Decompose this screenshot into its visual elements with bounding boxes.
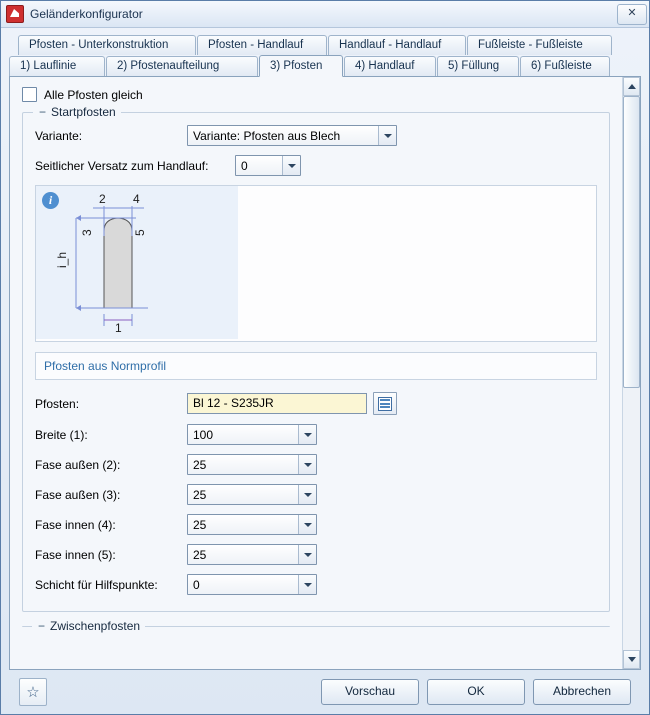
tab-fussleiste-fussleiste[interactable]: Fußleiste - Fußleiste bbox=[467, 35, 612, 55]
variant-label: Variante: bbox=[35, 128, 83, 143]
norm-profile-linkbox[interactable] bbox=[35, 352, 597, 380]
fase-innen-4-combo[interactable] bbox=[187, 514, 317, 535]
preview-button[interactable]: Vorschau bbox=[321, 679, 419, 705]
pfosten-label: Pfosten: bbox=[35, 396, 80, 411]
star-icon: ☆ bbox=[26, 683, 40, 701]
startpfosten-group-title[interactable] bbox=[33, 105, 121, 119]
fase-aussen-2-label: Fase außen (2): bbox=[35, 457, 121, 472]
scrollbar-thumb[interactable] bbox=[623, 96, 640, 388]
chevron-down-icon[interactable] bbox=[298, 545, 316, 564]
tab-fuellung[interactable]: 5) Füllung bbox=[437, 56, 519, 76]
pfosten-input[interactable]: Bl 12 - S235JR bbox=[187, 393, 367, 414]
all-posts-equal-checkbox[interactable] bbox=[22, 87, 37, 102]
pfosten-row bbox=[35, 392, 597, 415]
chevron-down-icon[interactable] bbox=[282, 156, 300, 175]
norm-profile-link[interactable]: Pfosten aus Normprofil bbox=[44, 359, 167, 373]
tab-fussleiste[interactable]: 6) Fußleiste bbox=[520, 56, 610, 76]
variant-combo[interactable] bbox=[187, 125, 397, 146]
svg-text:2: 2 bbox=[99, 192, 106, 206]
fase-aussen-3-value: 25 bbox=[193, 487, 207, 502]
chevron-down-icon[interactable] bbox=[298, 455, 316, 474]
schicht-hilfspunkte-value: 0 bbox=[193, 577, 200, 592]
window-title: Geländerkonfigurator bbox=[30, 7, 143, 21]
scroll-down-button[interactable] bbox=[623, 650, 640, 669]
fase-aussen-3-combo[interactable] bbox=[187, 484, 317, 505]
chevron-down-icon[interactable] bbox=[298, 515, 316, 534]
all-posts-equal-label: Alle Pfosten gleich bbox=[44, 87, 143, 102]
tab-handlauf-handlauf[interactable]: Handlauf - Handlauf bbox=[328, 35, 466, 55]
collapse-icon[interactable]: − bbox=[38, 105, 46, 119]
tab-pfosten-unterkonstruktion[interactable]: Pfosten - Unterkonstruktion bbox=[18, 35, 196, 55]
pfosten-panel bbox=[9, 76, 641, 670]
info-icon[interactable]: i bbox=[42, 192, 59, 209]
app-icon bbox=[6, 5, 24, 23]
svg-text:4: 4 bbox=[133, 192, 140, 206]
fase-innen-4-value: 25 bbox=[193, 517, 207, 532]
breite-label: Breite (1): bbox=[35, 427, 88, 442]
svg-text:3: 3 bbox=[80, 229, 94, 236]
dialog-content bbox=[1, 28, 649, 714]
triangle-up-icon bbox=[628, 84, 636, 89]
scroll-up-button[interactable] bbox=[623, 77, 640, 96]
startpfosten-group bbox=[22, 105, 610, 612]
fase-aussen-3-row bbox=[35, 484, 597, 505]
title-bar bbox=[1, 1, 649, 28]
post-profile-preview bbox=[35, 185, 597, 342]
svg-text:5: 5 bbox=[133, 229, 147, 236]
tab-pfosten-handlauf[interactable]: Pfosten - Handlauf bbox=[197, 35, 327, 55]
svg-text:1: 1 bbox=[115, 321, 122, 335]
fase-innen-4-label: Fase innen (4): bbox=[35, 517, 116, 532]
zwischenpfosten-group-title[interactable] bbox=[32, 619, 145, 633]
fase-innen-4-row bbox=[35, 514, 597, 535]
scrollbar-track[interactable] bbox=[623, 96, 640, 650]
svg-text:i_h: i_h bbox=[55, 251, 69, 268]
pfosten-picker-button[interactable] bbox=[373, 392, 397, 415]
offset-value: 0 bbox=[241, 158, 248, 173]
fase-aussen-2-value: 25 bbox=[193, 457, 207, 472]
tab-lauflinie[interactable]: 1) Lauflinie bbox=[9, 56, 105, 76]
collapse-icon[interactable]: − bbox=[37, 619, 45, 633]
fase-innen-5-combo[interactable] bbox=[187, 544, 317, 565]
panel-scrollbar[interactable] bbox=[622, 77, 640, 669]
offset-label: Seitlicher Versatz zum Handlauf: bbox=[35, 158, 209, 173]
tab-row-upper bbox=[9, 34, 641, 55]
all-posts-equal-row[interactable] bbox=[22, 87, 610, 102]
post-profile-drawing bbox=[36, 186, 238, 339]
triangle-down-icon bbox=[628, 657, 636, 662]
chevron-down-icon[interactable] bbox=[298, 425, 316, 444]
panel-scroll-area bbox=[10, 77, 622, 669]
chevron-down-icon[interactable] bbox=[298, 575, 316, 594]
breite-combo[interactable] bbox=[187, 424, 317, 445]
schicht-hilfspunkte-combo[interactable] bbox=[187, 574, 317, 595]
chevron-down-icon[interactable] bbox=[378, 126, 396, 145]
tab-strip bbox=[9, 34, 641, 76]
dialog-footer bbox=[9, 670, 641, 714]
zwischenpfosten-group bbox=[22, 619, 610, 633]
fase-innen-5-row bbox=[35, 544, 597, 565]
fase-aussen-3-label: Fase außen (3): bbox=[35, 487, 121, 502]
schicht-hilfspunkte-label: Schicht für Hilfspunkte: bbox=[35, 577, 158, 592]
tab-pfosten[interactable]: 3) Pfosten bbox=[259, 55, 343, 77]
ok-button[interactable]: OK bbox=[427, 679, 525, 705]
variant-value: Variante: Pfosten aus Blech bbox=[193, 128, 341, 143]
breite-value: 100 bbox=[193, 427, 214, 442]
fase-innen-5-label: Fase innen (5): bbox=[35, 547, 116, 562]
tab-pfostenaufteilung[interactable]: 2) Pfostenaufteilung bbox=[106, 56, 258, 76]
fase-aussen-2-combo[interactable] bbox=[187, 454, 317, 475]
tab-handlauf[interactable]: 4) Handlauf bbox=[344, 56, 436, 76]
table-icon bbox=[378, 397, 392, 411]
cancel-button[interactable]: Abbrechen bbox=[533, 679, 631, 705]
startpfosten-group-label: Startpfosten bbox=[51, 105, 116, 119]
close-button[interactable]: ✕ bbox=[617, 4, 647, 25]
schicht-hilfspunkte-row bbox=[35, 574, 597, 595]
favorite-button[interactable] bbox=[19, 678, 47, 706]
offset-row bbox=[35, 155, 597, 176]
chevron-down-icon[interactable] bbox=[298, 485, 316, 504]
panel-inner bbox=[10, 77, 622, 633]
fase-aussen-2-row bbox=[35, 454, 597, 475]
fase-innen-5-value: 25 bbox=[193, 547, 207, 562]
breite-row bbox=[35, 424, 597, 445]
offset-combo[interactable] bbox=[235, 155, 301, 176]
zwischenpfosten-group-label: Zwischenpfosten bbox=[50, 619, 141, 633]
preview-canvas bbox=[36, 186, 238, 339]
variant-row bbox=[35, 125, 597, 146]
tab-row-lower bbox=[9, 55, 641, 76]
